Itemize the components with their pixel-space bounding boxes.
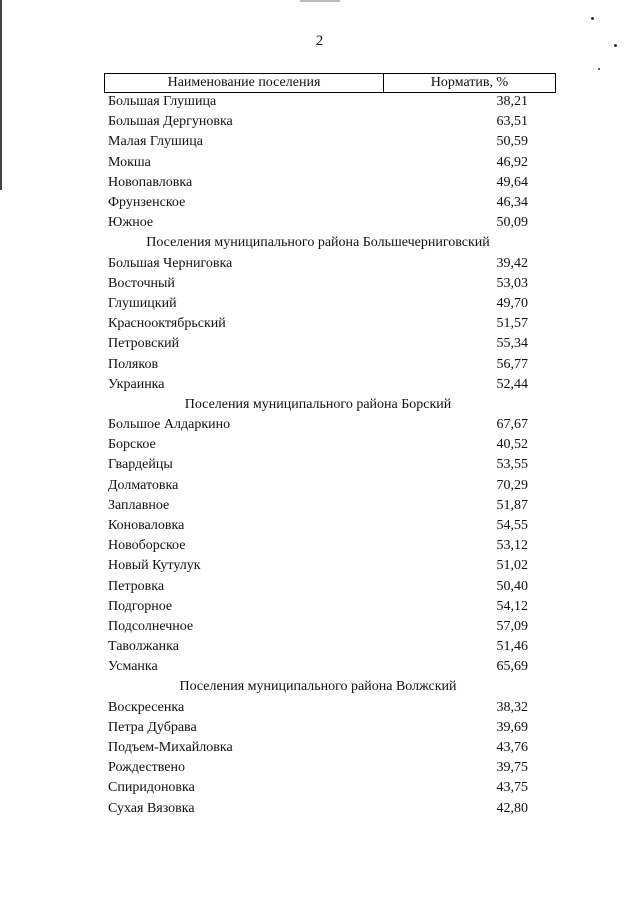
settlement-name: Борское — [108, 437, 156, 453]
norm-value: 56,77 — [496, 356, 528, 372]
settlement-name: Подъем-Михайловка — [108, 740, 233, 756]
table-row — [108, 758, 528, 778]
table-row — [108, 375, 528, 395]
norm-value: 67,67 — [496, 417, 528, 433]
table-row — [108, 799, 528, 819]
column-header-name: Наименование поселения — [105, 74, 384, 92]
table-row — [108, 698, 528, 718]
scan-top-mark — [300, 0, 340, 2]
table-row — [108, 334, 528, 354]
district-heading: Поселения муниципального района Волжский — [179, 679, 457, 695]
settlement-name: Таволжанка — [108, 639, 179, 655]
norm-value: 51,46 — [496, 639, 528, 655]
norm-value: 46,34 — [496, 195, 528, 211]
table-row — [108, 294, 528, 314]
table-row — [108, 455, 528, 475]
settlement-name: Новопавловка — [108, 174, 193, 190]
norm-value: 43,75 — [496, 780, 528, 796]
norm-value: 38,32 — [496, 699, 528, 715]
table-row — [108, 577, 528, 597]
norm-value: 70,29 — [496, 477, 528, 493]
table-row — [108, 516, 528, 536]
table-row — [108, 435, 528, 455]
settlement-name: Заплавное — [108, 497, 170, 513]
settlement-name: Подгорное — [108, 598, 173, 614]
settlement-name: Поляков — [108, 356, 159, 372]
table-row — [108, 254, 528, 274]
norm-value: 53,55 — [496, 457, 528, 473]
settlement-name: Большая Черниговка — [108, 255, 233, 271]
norm-value: 53,03 — [496, 275, 528, 291]
district-heading: Поселения муниципального района Большечерниговский — [146, 235, 490, 251]
settlement-name: Усманка — [108, 659, 158, 675]
table-row — [108, 92, 528, 112]
table-row — [108, 536, 528, 556]
scan-speck — [591, 17, 594, 20]
table-row — [108, 112, 528, 132]
table-header — [104, 73, 556, 93]
table-row — [108, 617, 528, 637]
norm-value: 52,44 — [496, 376, 528, 392]
norm-value: 39,75 — [496, 760, 528, 776]
table-row — [108, 415, 528, 435]
norm-value: 43,76 — [496, 740, 528, 756]
settlement-name: Гвардейцы — [108, 457, 173, 473]
scan-edge-line — [0, 0, 2, 190]
column-header-value: Норматив, % — [430, 75, 509, 90]
norm-value: 49,64 — [496, 174, 528, 190]
table-row — [108, 637, 528, 657]
table-row — [108, 556, 528, 576]
norm-value: 55,34 — [496, 336, 528, 352]
settlement-name: Сухая Вязовка — [108, 800, 195, 816]
table-row — [108, 274, 528, 294]
norm-value: 49,70 — [496, 295, 528, 311]
norm-value: 51,57 — [496, 316, 528, 332]
settlement-name: Краснооктябрьский — [108, 316, 226, 332]
settlement-name: Восточный — [108, 275, 175, 291]
norm-value: 42,80 — [496, 800, 528, 816]
settlement-name: Петровский — [108, 336, 180, 352]
norm-value: 46,92 — [496, 154, 528, 170]
table-row — [108, 738, 528, 758]
settlement-name: Новый Кутулук — [108, 558, 201, 574]
norm-value: 54,12 — [496, 598, 528, 614]
norm-value: 51,02 — [496, 558, 528, 574]
settlement-name: Коноваловка — [108, 518, 185, 534]
table-row — [108, 597, 528, 617]
norm-value: 50,09 — [496, 215, 528, 231]
settlement-name: Большое Алдаркино — [108, 417, 231, 433]
table-row — [108, 476, 528, 496]
settlement-name: Спиридоновка — [108, 780, 195, 796]
settlement-name: Новоборское — [108, 538, 186, 554]
settlement-name: Подсолнечное — [108, 618, 194, 634]
settlement-name: Большая Глушица — [108, 94, 217, 110]
table-row — [108, 213, 528, 233]
settlement-name: Петровка — [108, 578, 165, 594]
district-heading: Поселения муниципального района Борский — [184, 396, 452, 412]
settlement-name: Глушицкий — [108, 295, 177, 311]
table-row — [108, 314, 528, 334]
settlement-name: Малая Глушица — [108, 134, 203, 150]
settlement-name: Петра Дубрава — [108, 719, 197, 735]
settlement-name: Фрунзенское — [108, 195, 186, 211]
settlement-name: Большая Дергуновка — [108, 114, 233, 130]
norm-value: 38,21 — [496, 94, 528, 110]
norm-value: 39,69 — [496, 719, 528, 735]
settlement-name: Долматовка — [108, 477, 179, 493]
norm-value: 39,42 — [496, 255, 528, 271]
table-row — [108, 496, 528, 516]
scan-speck — [598, 68, 600, 70]
norm-value: 57,09 — [496, 618, 528, 634]
settlement-name: Южное — [108, 215, 154, 231]
settlement-name: Украинка — [108, 376, 165, 392]
settlement-name: Воскресенка — [108, 699, 185, 715]
table-row — [108, 193, 528, 213]
table-body — [108, 92, 528, 819]
norm-value: 40,52 — [496, 437, 528, 453]
norm-value: 50,40 — [496, 578, 528, 594]
page-number: 2 — [315, 33, 324, 49]
table-row — [108, 173, 528, 193]
settlement-name: Мокша — [108, 154, 151, 170]
table-row — [108, 132, 528, 152]
norm-value: 65,69 — [496, 659, 528, 675]
norm-value: 51,87 — [496, 497, 528, 513]
table-row — [108, 354, 528, 374]
norm-value: 63,51 — [496, 114, 528, 130]
table-row — [108, 657, 528, 677]
norm-value: 53,12 — [496, 538, 528, 554]
settlement-name: Рождествено — [108, 760, 186, 776]
norm-value: 50,59 — [496, 134, 528, 150]
norm-value: 54,55 — [496, 518, 528, 534]
table-row — [108, 153, 528, 173]
table-row — [108, 778, 528, 798]
table-row — [108, 718, 528, 738]
